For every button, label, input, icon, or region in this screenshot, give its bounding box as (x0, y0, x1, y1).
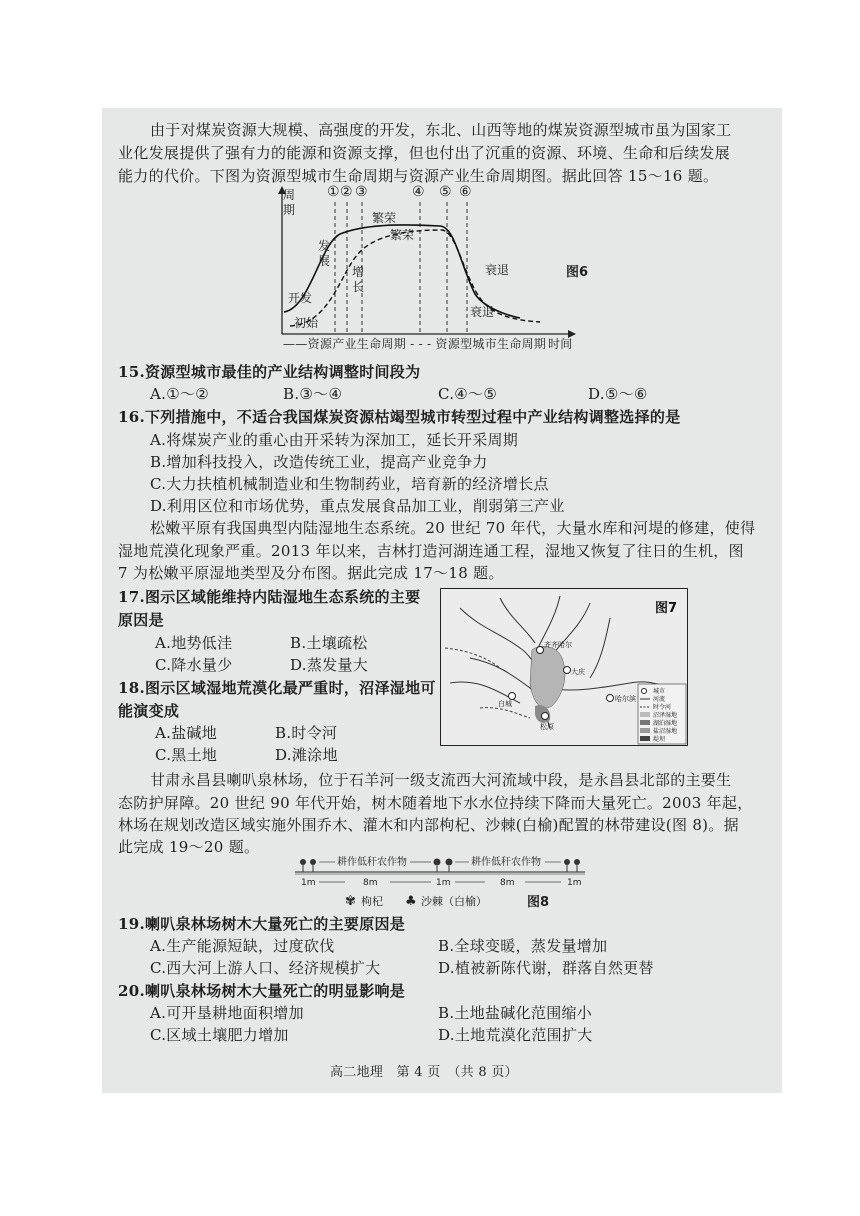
figure7-legend-marsh: 沼泽湿地 (653, 712, 678, 719)
figure6-label-fazhan-2: 展 (318, 254, 331, 268)
q17-stem-line2: 原因是 (118, 611, 164, 629)
figure7-city-daqing: 大庆 (571, 668, 585, 676)
figure8-diagram (295, 850, 595, 910)
q18-option-a[interactable]: A.盐碱地 (155, 724, 218, 742)
q20-option-b[interactable]: B.土地盐碱化范围缩小 (438, 1004, 593, 1022)
figure7-legend-dam: 堤坝 (653, 736, 666, 743)
figure6-label-fanrong1: 繁荣 (372, 211, 397, 225)
q17-stem-line1: 17.图示区域能维持内陆湿地生态系统的主要 (118, 588, 421, 606)
figure6-legend: ——资源产业生命周期 - - - 资源型城市生命周期 (283, 337, 547, 351)
q15-stem: 15.资源型城市最佳的产业结构调整时间段为 (118, 363, 421, 381)
figure7-city-qiqihaer: 齐齐哈尔 (544, 641, 572, 649)
q20-option-d[interactable]: D.土地荒漠化范围扩大 (438, 1026, 593, 1044)
figure6-marker-6: ⑥ (459, 184, 472, 200)
q20-option-a[interactable]: A.可开垦耕地面积增加 (150, 1004, 304, 1022)
figure6-label-chushi: 初始 (294, 316, 319, 330)
figure6-marker-4: ④ (412, 184, 425, 200)
figure6-xlabel: 时间 (548, 337, 573, 351)
intro3-line3: 林场在规划改造区域实施外围乔木、灌木和内部枸杞、沙棘(白榆)配置的林带建设(图 8)。据 (118, 816, 739, 834)
figure8-width-5: 1m (567, 878, 582, 888)
figure6-label-shuaitui2: 衰退 (470, 305, 495, 319)
q19-option-a[interactable]: A.生产能源短缺，过度砍伐 (150, 937, 335, 955)
figure6-ylabel-1: 周 (283, 188, 296, 202)
figure8-width-3: 1m (436, 878, 451, 888)
intro1-line2: 业化发展提供了强有力的能源和资源支撑，但也付出了沉重的资源、环境、生命和后续发展 (118, 144, 731, 162)
q19-stem: 19.喇叭泉林场树木大量死亡的主要原因是 (118, 915, 406, 933)
figure6-ylabel-2: 期 (283, 203, 296, 217)
q19-option-d[interactable]: D.植被新陈代谢，群落自然更替 (438, 959, 654, 977)
figure7-legend-salt-marsh: 盐沼湿地 (653, 728, 678, 735)
figure7-legend-city: 城市 (653, 688, 666, 695)
q15-option-d[interactable]: D.⑤～⑥ (588, 385, 648, 403)
figure8-title: 图8 (527, 895, 550, 910)
figure7-legend-lake: 湖泊湿地 (653, 720, 678, 727)
q17-option-c[interactable]: C.降水量少 (155, 656, 233, 674)
q16-option-a[interactable]: A.将煤炭产业的重心由开采转为深加工，延长开采周期 (150, 431, 519, 449)
figure6-marker-1: ① (327, 184, 340, 200)
figure6-label-zengzhang-2: 长 (352, 280, 365, 294)
figure8-crop-label-2: 耕作低秆农作物 (471, 857, 541, 868)
seabuckthorn-icon: ♣ (405, 894, 417, 909)
intro3-line2: 态防护屏障。20 世纪 90 年代开始，树木随着地下水水位持续下降而大量死亡。2003 年起， (118, 794, 753, 812)
intro3-line1: 甘肃永昌县喇叭泉林场，位于石羊河一级支流西大河流域中段，是永昌县北部的主要生 (150, 771, 732, 789)
q19-option-c[interactable]: C.西大河上游人口、经济规模扩大 (150, 959, 381, 977)
intro2-line1: 松嫩平原有我国典型内陆湿地生态系统。20 世纪 70 年代，大量水库和河堤的修建，使得 (150, 519, 756, 537)
figure6-title: 图6 (566, 265, 589, 280)
q18-option-c[interactable]: C.黑土地 (155, 746, 218, 764)
figure7-city-haerbin: 哈尔滨 (615, 695, 636, 703)
figure8-width-1: 1m (301, 878, 316, 888)
q18-option-d[interactable]: D.滩涂地 (275, 746, 338, 764)
q17-option-d[interactable]: D.蒸发量大 (290, 656, 369, 674)
intro3-line4: 此完成 19～20 题。 (118, 838, 260, 856)
q19-option-b[interactable]: B.全球变暖，蒸发量增加 (438, 937, 608, 955)
q15-option-b[interactable]: B.③～④ (283, 385, 343, 403)
q17-option-b[interactable]: B.土壤疏松 (290, 634, 368, 652)
figure6-marker-5: ⑤ (439, 184, 452, 200)
figure6-label-fanrong2: 繁荣 (390, 228, 415, 242)
figure8-legend-seabuckthorn: 沙棘（白榆） (421, 895, 487, 908)
q20-option-c[interactable]: C.区域土壤肥力增加 (150, 1026, 289, 1044)
intro1-line1: 由于对煤炭资源大规模、高强度的开发，东北、山西等地的煤炭资源型城市虽为国家工 (150, 121, 732, 139)
figure7-title: 图7 (655, 601, 678, 616)
figure8-width-4: 8m (500, 878, 515, 888)
q17-option-a[interactable]: A.地势低洼 (155, 634, 233, 652)
figure6-label-shuaitui1: 衰退 (485, 263, 510, 277)
figure6-label-zengzhang-1: 增 (352, 265, 365, 279)
figure6-chart (270, 184, 590, 354)
intro1-line3: 能力的代价。下图为资源型城市生命周期与资源产业生命周期图。据此回答 15～16 题。 (118, 167, 719, 185)
page-footer: 高二地理 第 4 页 （共 8 页） (330, 1065, 518, 1080)
q18-stem-line1: 18.图示区域湿地荒漠化最严重时，沼泽湿地可 (118, 679, 436, 697)
q16-stem: 16.下列措施中，不适合我国煤炭资源枯竭型城市转型过程中产业结构调整选择的是 (118, 408, 681, 426)
figure7-map (440, 588, 688, 746)
q15-option-a[interactable]: A.①～② (150, 385, 209, 403)
q16-option-b[interactable]: B.增加科技投入，改造传统工业，提高产业竞争力 (150, 453, 488, 471)
figure6-label-fazhan-1: 发 (318, 239, 331, 253)
figure7-city-baicheng: 白城 (498, 700, 512, 708)
figure8-crop-label-1: 耕作低秆农作物 (337, 857, 407, 868)
q16-option-c[interactable]: C.大力扶植机械制造业和生物制药业，培育新的经济增长点 (150, 475, 549, 493)
figure7-city-songyuan: 松原 (540, 723, 554, 731)
intro2-line3: 7 为松嫩平原湿地类型及分布图。据此完成 17～18 题。 (118, 564, 504, 582)
q18-stem-line2: 能演变成 (118, 702, 180, 720)
intro2-line2: 湿地荒漠化现象严重。2013 年以来，吉林打造河湖连通工程，湿地又恢复了往日的生机，图 (118, 542, 744, 560)
figure7-legend-seasonal-river: 时令河 (653, 704, 672, 711)
q16-option-d[interactable]: D.利用区位和市场优势，重点发展食品加工业，削弱第三产业 (150, 497, 565, 515)
figure8-width-2: 8m (363, 878, 378, 888)
q15-option-c[interactable]: C.④～⑤ (438, 385, 498, 403)
figure6-marker-2: ② (340, 184, 353, 200)
goji-icon: ✾ (345, 894, 356, 909)
q20-stem: 20.喇叭泉林场树木大量死亡的明显影响是 (118, 982, 406, 1000)
figure6-marker-3: ③ (355, 184, 368, 200)
figure8-legend-goji: 枸杞 (361, 895, 383, 908)
figure7-legend-river: 河流 (653, 696, 666, 703)
q18-option-b[interactable]: B.时令河 (275, 724, 338, 742)
figure6-label-kaifa: 开发 (288, 291, 313, 305)
